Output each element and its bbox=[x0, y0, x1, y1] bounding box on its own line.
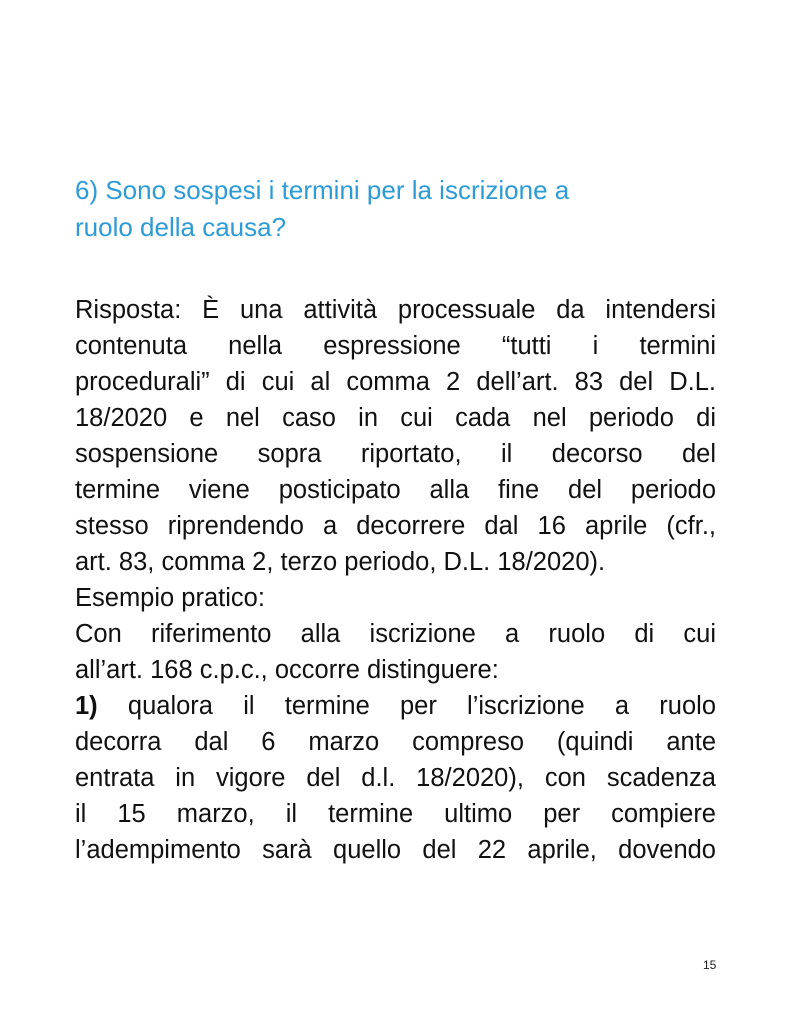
body-line-text: entrata in vigore del d.l. 18/2020), con scadenza bbox=[75, 764, 716, 792]
body-line-text: Risposta: È una attività processuale da intendersi bbox=[75, 296, 716, 324]
page-number: 15 bbox=[703, 958, 717, 972]
heading-line: 6) Sono sospesi i termini per la iscrizione a bbox=[75, 175, 570, 205]
body-line bbox=[75, 688, 716, 724]
body-line bbox=[75, 616, 716, 652]
body-line bbox=[75, 760, 716, 796]
body-line-text: Con riferimento alla iscrizione a ruolo di cui bbox=[75, 620, 716, 648]
body-line-text: procedurali” di cui al comma 2 dell’art. 83 del D.L. bbox=[75, 368, 716, 396]
body-line-text: stesso riprendendo a decorrere dal 16 aprile (cfr., bbox=[75, 512, 716, 540]
body-line bbox=[75, 544, 716, 580]
body-line bbox=[75, 724, 716, 760]
body-line bbox=[75, 508, 716, 544]
heading-line: ruolo della causa? bbox=[75, 212, 287, 242]
body-line-text: sospensione sopra riportato, il decorso del bbox=[75, 440, 716, 468]
body-line bbox=[75, 796, 716, 832]
body-line bbox=[75, 436, 716, 472]
list-number: 1) bbox=[75, 692, 98, 720]
body-line-text: art. 83, comma 2, terzo periodo, D.L. 18/2020). bbox=[75, 548, 606, 576]
body-line bbox=[75, 328, 716, 364]
body-line-text: 18/2020 e nel caso in cui cada nel periodo di bbox=[75, 404, 716, 432]
body-line-text: termine viene posticipato alla fine del periodo bbox=[75, 476, 716, 504]
body-line bbox=[75, 472, 716, 508]
body-line-text: contenuta nella espressione “tutti i termini bbox=[75, 332, 716, 360]
body-line bbox=[75, 652, 716, 688]
body-line bbox=[75, 832, 716, 868]
body-line-text: decorra dal 6 marzo compreso (quindi ante bbox=[75, 728, 716, 756]
body-line-text: l’adempimento sarà quello del 22 aprile, dovendo bbox=[75, 836, 716, 864]
answer-body bbox=[75, 292, 716, 868]
body-line-text: all’art. 168 c.p.c., occorre distinguere: bbox=[75, 656, 499, 684]
body-line bbox=[75, 292, 716, 328]
body-line bbox=[75, 400, 716, 436]
body-line bbox=[75, 364, 716, 400]
body-line bbox=[75, 580, 716, 616]
question-heading bbox=[75, 172, 735, 246]
body-line-text: qualora il termine per l’iscrizione a ruolo bbox=[97, 692, 716, 720]
body-line-text: Esempio pratico: bbox=[75, 584, 265, 612]
body-line-text: il 15 marzo, il termine ultimo per compiere bbox=[75, 800, 716, 828]
